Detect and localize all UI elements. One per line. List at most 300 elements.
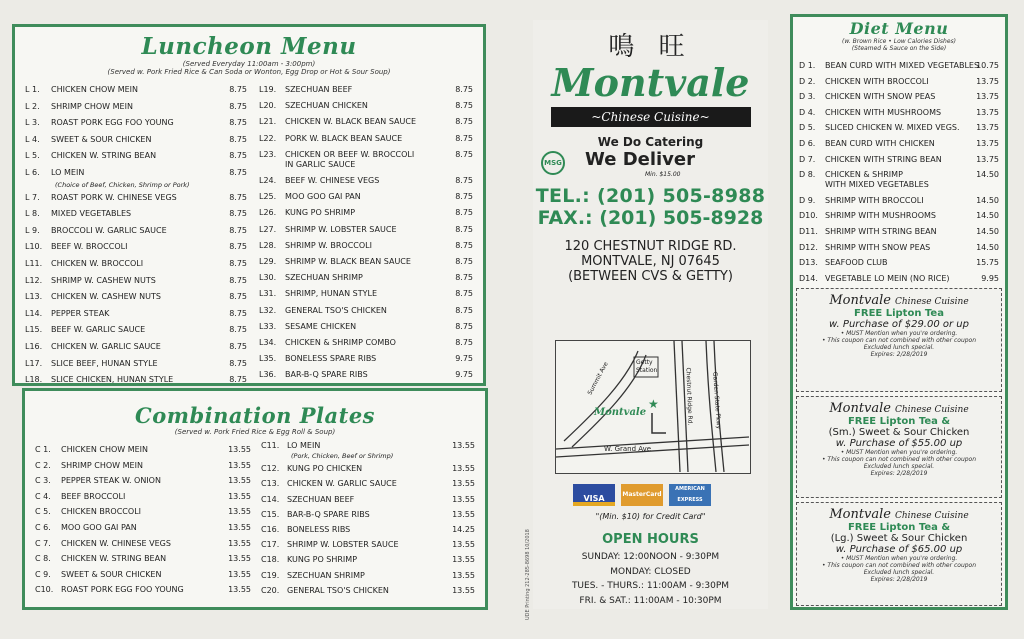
item-price: 13.75: [976, 92, 999, 102]
item-price: 8.75: [229, 292, 247, 302]
amex-label: AMERICAN EXPRESS: [675, 486, 705, 503]
item-price: 13.75: [976, 139, 999, 148]
item-price: 13.55: [228, 507, 251, 517]
item-name: PORK W. BLACK BEAN SAUCE: [285, 133, 403, 143]
item-name: BEEF W. CHINESE VEGS: [285, 176, 380, 185]
item-code: D 9.: [799, 195, 816, 205]
item-name: SHRIMP, HUNAN STYLE: [285, 289, 378, 299]
item-code: D 7.: [799, 154, 816, 164]
menu-item: [261, 495, 475, 507]
item-price: 13.55: [228, 491, 251, 501]
item-price: 8.75: [455, 133, 473, 143]
item-price: 9.75: [455, 370, 473, 380]
item-name: BEEF BROCCOLI: [61, 491, 126, 501]
luncheon-served-with: (Served w. Pork Fried Rice & Can Soda or Wonton, Egg Drop or Hot & Sour Soup): [107, 68, 391, 76]
item-code: D 6.: [799, 139, 816, 148]
combination-title: Combination Plates: [135, 403, 375, 428]
item-name: CHICKEN CHOW MEIN: [51, 85, 139, 94]
coupon-terms: Excluded lunch special.: [863, 569, 935, 576]
menu-item: [261, 540, 475, 552]
menu-item: [25, 259, 247, 271]
item-price: 13.75: [976, 107, 999, 117]
luncheon-left-list: [25, 85, 247, 385]
item-code: C20.: [261, 585, 280, 595]
item-price: 8.75: [229, 134, 247, 144]
item-code: C12.: [261, 464, 280, 474]
item-price: 8.75: [229, 192, 247, 202]
item-price: 13.55: [452, 464, 475, 474]
menu-item: [799, 108, 999, 120]
item-name: SHRIMP WITH MUSHROOMS: [825, 211, 936, 221]
item-code: L20.: [259, 101, 277, 111]
menu-item: [259, 306, 473, 318]
menu-item-cont: [825, 180, 929, 189]
item-price: 14.50: [976, 242, 999, 252]
menu-item: [35, 445, 251, 457]
item-name: SHRIMP W. BLACK BEAN SAUCE: [285, 257, 411, 266]
location-map: [555, 340, 751, 474]
item-price: 8.75: [455, 273, 473, 283]
item-name: BAR-B-Q SPARE RIBS: [285, 370, 368, 380]
item-code: L 4.: [25, 134, 40, 144]
address-line-2: MONTVALE, NJ 07645: [581, 254, 720, 269]
coupon-name: Montvale: [829, 507, 891, 522]
item-code: L34.: [259, 338, 277, 347]
item-code: L23.: [259, 149, 277, 159]
item-name: MIXED VEGETABLES: [51, 209, 132, 219]
menu-item: [25, 85, 247, 97]
item-code: L21.: [259, 117, 277, 127]
item-code: D 1.: [799, 61, 816, 70]
item-name: ROAST PORK EGG FOO YOUNG: [51, 118, 174, 128]
diet-sub-2: (Steamed & Sauce on the Side): [851, 45, 947, 52]
item-name: SHRIMP W. LOBSTER SAUCE: [285, 224, 397, 234]
item-price: 13.55: [452, 570, 475, 580]
item-code: L22.: [259, 133, 277, 143]
item-price: 13.55: [228, 538, 251, 548]
item-price: 8.75: [455, 192, 473, 202]
menu-item: [799, 227, 999, 239]
item-price: 13.55: [228, 554, 251, 564]
item-name: CHICKEN W. CHINESE VEGS: [61, 538, 171, 548]
item-name: SHRIMP W. BROCCOLI: [285, 240, 372, 250]
item-code: C18.: [261, 555, 280, 565]
coupon-purchase: w. Purchase of $29.00 or up: [829, 319, 969, 330]
item-price: 8.75: [455, 101, 473, 111]
luncheon-right-list: [259, 85, 473, 385]
item-name: SESAME CHICKEN: [285, 321, 357, 331]
item-note: (Choice of Beef, Chicken, Shrimp or Pork): [55, 180, 190, 189]
menu-item: [259, 338, 473, 350]
coupon-terms: Excluded lunch special.: [863, 344, 935, 351]
item-price: 8.75: [229, 225, 247, 235]
item-code: L35.: [259, 354, 277, 364]
hours-sunday: SUNDAY: 12:00NOON - 9:30PM: [581, 552, 720, 562]
map-getty-label: Getty Station: [636, 359, 658, 374]
item-name: BROCCOLI W. GARLIC SAUCE: [51, 225, 167, 235]
coupon-purchase: w. Purchase of $65.00 up: [835, 544, 963, 555]
menu-item: [261, 510, 475, 522]
coupon-cuisine: Chinese Cuisine: [895, 297, 969, 307]
item-name: BEEF W. GARLIC SAUCE: [51, 325, 146, 335]
item-name: KUNG PO SHRIMP: [285, 208, 356, 218]
coupon-cuisine: Chinese Cuisine: [895, 405, 969, 415]
item-name: SLICED CHICKEN W. MIXED VEGS.: [825, 123, 960, 133]
item-name: SHRIMP WITH STRING BEAN: [825, 227, 937, 236]
menu-item: [799, 155, 999, 167]
restaurant-info-panel: [525, 20, 768, 620]
item-code: D11.: [799, 227, 818, 236]
item-price: 9.75: [455, 354, 473, 364]
hours-fri-sat: FRI. & SAT.: 11:00AM - 10:30PM: [579, 595, 722, 606]
item-name: SHRIMP CHOW MEIN: [51, 101, 133, 111]
menu-item: [35, 461, 251, 473]
menu-item: [259, 370, 473, 382]
coupon-purchase: w. Purchase of $55.00 up: [835, 438, 963, 449]
item-name: PEPPER STEAK W. ONION: [61, 476, 161, 486]
item-price: 8.75: [229, 168, 247, 177]
item-name: MOO GOO GAI PAN: [61, 523, 137, 532]
coupon-free: FREE Lipton Tea &: [847, 522, 951, 533]
item-code: L17.: [25, 358, 43, 368]
menu-item: [25, 292, 247, 304]
item-price: 13.55: [452, 540, 475, 550]
coupon-header: [797, 401, 1001, 416]
item-price: 13.55: [452, 479, 475, 489]
coupon-free-item: (Lg.) Sweet & Sour Chicken: [830, 533, 968, 544]
card-minimum-note: "(Min. $10) for Credit Card": [595, 512, 706, 521]
menu-item: [25, 102, 247, 114]
menu-item: [35, 492, 251, 504]
item-name: CHICKEN W. CASHEW NUTS: [51, 292, 161, 302]
item-code: L32.: [259, 305, 277, 315]
menu-item: [25, 135, 247, 147]
menu-item: [25, 242, 247, 254]
item-code: D 5.: [799, 123, 816, 133]
item-name: CHICKEN & SHRIMP COMBO: [285, 338, 396, 347]
item-name: CHICKEN WITH MUSHROOMS: [825, 107, 942, 117]
item-name: LO MEIN: [51, 168, 85, 177]
item-name: SEAFOOD CLUB: [825, 258, 888, 268]
visa-label: VISA: [583, 494, 605, 503]
item-code: L 6.: [25, 168, 40, 177]
item-name: KUNG PO CHICKEN: [287, 464, 363, 474]
menu-item: [25, 276, 247, 288]
hours-monday: MONDAY: CLOSED: [610, 566, 691, 577]
item-name: CHICKEN CHOW MEIN: [61, 445, 149, 454]
item-code: C 1.: [35, 445, 51, 454]
item-code: L29.: [259, 257, 277, 266]
item-name: GENERAL TSO'S CHICKEN: [287, 585, 389, 595]
item-price: 8.75: [229, 85, 247, 94]
combination-left-list: [35, 445, 251, 605]
mastercard-icon: [621, 484, 663, 506]
menu-item: [25, 342, 247, 354]
item-price: 8.75: [229, 342, 247, 351]
menu-item: [25, 193, 247, 205]
msg-badge-text: MSG: [544, 159, 562, 167]
item-code: D 3.: [799, 92, 816, 102]
coupon-terms: • MUST Mention when you're ordering.: [840, 555, 958, 562]
item-name: SHRIMP W. LOBSTER SAUCE: [287, 540, 399, 550]
item-code: C 3.: [35, 476, 51, 486]
coupon-cuisine: Chinese Cuisine: [895, 511, 969, 521]
item-name: SHRIMP W. CASHEW NUTS: [51, 275, 156, 285]
item-name: CHICKEN W. GARLIC SAUCE: [287, 479, 397, 489]
menu-item: [25, 359, 247, 371]
coupon-free-item: (Sm.) Sweet & Sour Chicken: [828, 427, 970, 438]
item-price: 13.75: [976, 123, 999, 133]
item-code: L13.: [25, 292, 43, 302]
luncheon-menu-panel: [12, 24, 486, 386]
coupon-name: Montvale: [829, 401, 891, 416]
diet-sub-1: (w. Brown Rice • Low Calories Dishes): [842, 38, 956, 45]
item-price: 8.75: [455, 321, 473, 331]
menu-item: [261, 555, 475, 567]
item-code: L28.: [259, 240, 277, 250]
item-code: C14.: [261, 494, 280, 504]
address-line-1: 120 CHESTNUT RIDGE RD.: [564, 239, 737, 254]
amex-icon: [669, 484, 711, 506]
printer-credit: UDE Printing 212-285-8698 10/2018: [525, 529, 531, 620]
item-price: 8.75: [455, 224, 473, 234]
item-price: 13.55: [452, 494, 475, 504]
menu-item: [799, 77, 999, 89]
item-price: 8.75: [455, 257, 473, 266]
item-price: 13.55: [452, 555, 475, 565]
item-code: D13.: [799, 258, 818, 268]
credit-cards: [573, 484, 733, 508]
fax: FAX.: (201) 505-8928: [537, 207, 764, 229]
coupon: [796, 288, 1002, 392]
item-code: D14.: [799, 273, 818, 283]
item-price: 8.75: [455, 208, 473, 218]
item-code: C 4.: [35, 491, 51, 501]
item-price: 8.75: [455, 149, 473, 159]
menu-item: [259, 322, 473, 334]
catering-text: We Do Catering: [597, 135, 704, 149]
item-price: 8.75: [229, 209, 247, 219]
item-code: L 7.: [25, 192, 40, 202]
item-code: L11.: [25, 259, 43, 268]
item-price: 13.75: [976, 154, 999, 164]
menu-item: [259, 134, 473, 146]
hours-tue-thu: TUES. - THURS.: 11:00AM - 9:30PM: [571, 581, 730, 591]
menu-item: [799, 243, 999, 255]
menu-item: [261, 441, 475, 453]
menu-item: [259, 289, 473, 301]
item-code: L18.: [25, 375, 43, 385]
item-name: SWEET & SOUR CHICKEN: [61, 569, 162, 579]
item-name: ROAST PORK EGG FOO YOUNG: [61, 585, 184, 595]
coupon-header: [797, 293, 1001, 308]
item-name: BONELESS SPARE RIBS: [285, 354, 377, 364]
item-price: 13.75: [976, 76, 999, 86]
delivery-minimum: Min. $15.00: [645, 171, 681, 178]
item-name: ROAST PORK W. CHINESE VEGS: [51, 192, 177, 202]
menu-item: [259, 101, 473, 113]
item-name: BONELESS RIBS: [287, 525, 351, 534]
menu-item: [25, 325, 247, 337]
coupon-terms: Expires: 2/28/2019: [870, 351, 928, 358]
item-code: C 7.: [35, 538, 51, 548]
item-name: GENERAL TSO'S CHICKEN: [285, 305, 387, 315]
item-code: C13.: [261, 479, 280, 489]
coupon: [796, 502, 1002, 606]
item-code: L12.: [25, 275, 43, 285]
item-name: SZECHUAN BEEF: [285, 85, 353, 94]
item-price: 8.75: [455, 85, 473, 94]
item-name: SLICE CHICKEN, HUNAN STYLE: [51, 375, 174, 385]
item-price: 14.50: [976, 211, 999, 221]
deliver-text: We Deliver: [585, 149, 695, 170]
item-price: 8.75: [229, 259, 247, 268]
item-code: L 5.: [25, 151, 40, 161]
item-price: 8.75: [229, 275, 247, 285]
diet-title: Diet Menu: [849, 19, 949, 38]
item-name: CHICKEN W. STRING BEAN: [61, 554, 167, 564]
coupon-terms: • MUST Mention when you're ordering.: [840, 449, 958, 456]
item-code: L30.: [259, 273, 277, 283]
menu-item: [259, 208, 473, 220]
menu-item: [259, 85, 473, 97]
luncheon-hours: (Served Everyday 11:00am - 3:00pm): [182, 60, 316, 68]
map-star-icon: ★: [648, 397, 659, 411]
item-code: L14.: [25, 308, 43, 318]
coupon-terms: Expires: 2/28/2019: [870, 470, 928, 477]
item-price: 8.75: [455, 305, 473, 315]
item-name: CHICKEN W. BLACK BEAN SAUCE: [285, 117, 417, 127]
menu-item: [799, 61, 999, 73]
item-code: D12.: [799, 242, 818, 252]
item-price: 13.55: [228, 523, 251, 532]
menu-item: [35, 523, 251, 535]
item-price: 8.75: [229, 118, 247, 128]
menu-item: [261, 571, 475, 583]
item-code: L27.: [259, 224, 277, 234]
item-code: D10.: [799, 211, 818, 221]
item-code: L26.: [259, 208, 277, 218]
menu-item: [259, 273, 473, 285]
item-code: L 2.: [25, 101, 40, 111]
item-name: SHRIMP WITH SNOW PEAS: [825, 242, 931, 252]
item-code: L 3.: [25, 118, 40, 128]
item-name-line-2: IN GARLIC SAUCE: [285, 159, 356, 169]
menu-item: [259, 117, 473, 129]
menu-item: [799, 139, 999, 151]
map-summit-label: Summit Ave: [586, 360, 610, 397]
item-code: C 2.: [35, 460, 51, 470]
menu-item: [259, 176, 473, 188]
menu-item: [35, 570, 251, 582]
item-price: 8.75: [229, 308, 247, 318]
item-name: VEGETABLE LO MEIN (NO RICE): [825, 273, 950, 283]
menu-item: [25, 209, 247, 221]
menu-item: [35, 507, 251, 519]
item-name: CHICKEN WITH BROCCOLI: [825, 76, 929, 86]
menu-item: [259, 354, 473, 366]
menu-item: [35, 476, 251, 488]
item-price: 8.75: [229, 101, 247, 111]
item-price: 14.50: [976, 195, 999, 205]
coupon-terms: • This coupon can not combined with other coupon: [821, 337, 977, 344]
item-code: L19.: [259, 85, 277, 94]
visa-card-icon: [573, 484, 615, 506]
item-code: D 4.: [799, 107, 816, 117]
item-code: L25.: [259, 192, 277, 202]
item-name: MOO GOO GAI PAN: [285, 192, 361, 202]
item-price: 9.95: [981, 273, 999, 283]
item-name: LO MEIN: [287, 441, 321, 450]
item-name: PEPPER STEAK: [51, 308, 110, 318]
item-name: CHICKEN W. STRING BEAN: [51, 151, 157, 161]
coupon-free: FREE Lipton Tea: [854, 308, 944, 319]
item-name: SZECHUAN CHICKEN: [285, 101, 368, 111]
menu-item: [35, 539, 251, 551]
menu-item: [25, 168, 247, 180]
item-price: 8.75: [455, 117, 473, 127]
item-code: C16.: [261, 525, 280, 534]
item-name: CHICKEN W. BROCCOLI: [51, 259, 144, 268]
item-price: 8.75: [229, 325, 247, 335]
menu-item: [35, 554, 251, 566]
menu-item: [259, 225, 473, 237]
item-name: CHICKEN OR BEEF W. BROCCOLI: [285, 149, 415, 159]
menu-item: [25, 226, 247, 238]
coupon: [796, 396, 1002, 498]
item-price: 13.55: [228, 585, 251, 595]
menu-item: [259, 257, 473, 269]
item-code: L24.: [259, 176, 277, 185]
item-price: 15.75: [976, 258, 999, 268]
item-name: SHRIMP CHOW MEIN: [61, 460, 143, 470]
item-price: 13.55: [228, 476, 251, 486]
item-code: C 5.: [35, 507, 51, 517]
item-code: L 1.: [25, 85, 40, 94]
menu-item: [259, 241, 473, 253]
menu-item: [261, 586, 475, 598]
menu-item: [25, 151, 247, 163]
restaurant-name: Montvale: [551, 60, 750, 105]
item-name: BEEF W. BROCCOLI: [51, 242, 128, 252]
map-restaurant-label: Montvale: [594, 407, 647, 418]
item-price: 10.75: [976, 61, 999, 70]
map-chestnut-label: Chestnut Ridge Rd.: [684, 367, 694, 426]
item-name: CHICKEN BROCCOLI: [61, 507, 142, 517]
msg-badge: [541, 151, 565, 175]
item-price: 14.50: [976, 227, 999, 236]
menu-item: [25, 118, 247, 130]
item-name: CHICKEN W. GARLIC SAUCE: [51, 342, 161, 351]
combination-plates-panel: [22, 388, 488, 610]
item-code: C10.: [35, 585, 54, 595]
item-name: SZECHUAN BEEF: [287, 494, 355, 504]
item-name: SZECHUAN SHRIMP: [285, 273, 363, 283]
item-price: 8.75: [229, 242, 247, 252]
menu-item: [799, 211, 999, 223]
item-code: C 8.: [35, 554, 51, 564]
item-price: 14.25: [452, 525, 475, 534]
item-code: L36.: [259, 370, 277, 380]
item-price: 13.55: [228, 460, 251, 470]
item-code: L 8.: [25, 209, 40, 219]
item-name: SLICE BEEF, HUNAN STYLE: [51, 358, 158, 368]
item-code: L16.: [25, 342, 43, 351]
menu-item: [799, 123, 999, 135]
coupon-header: [797, 507, 1001, 522]
item-code: C19.: [261, 570, 280, 580]
item-code: L33.: [259, 321, 277, 331]
